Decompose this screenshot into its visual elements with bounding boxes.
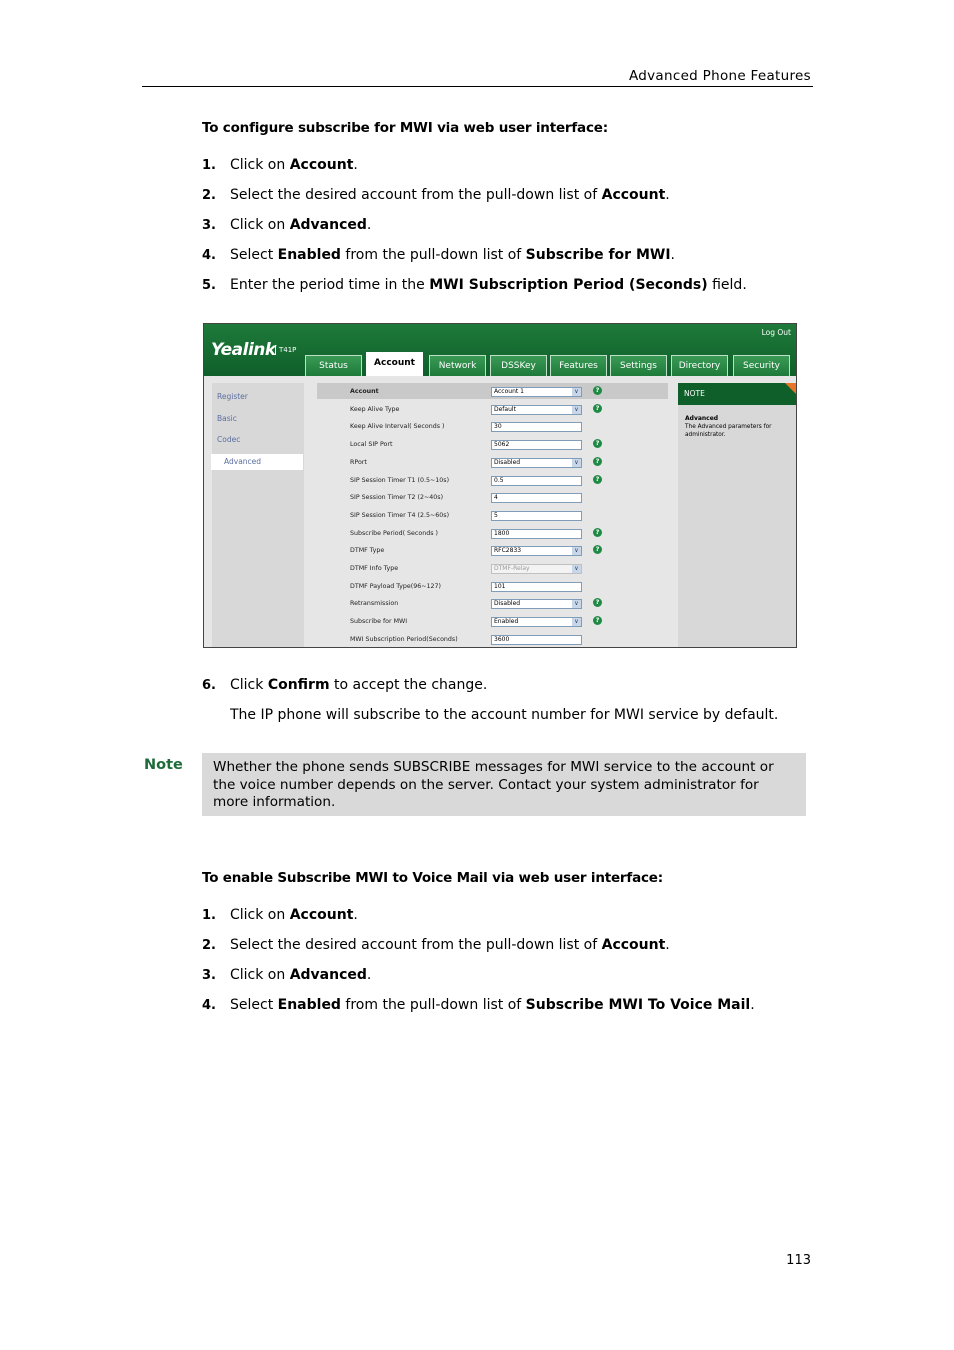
note-title: Advanced bbox=[685, 415, 719, 422]
field-value: 3600 bbox=[494, 635, 510, 643]
field-label: Keep Alive Interval( Seconds ) bbox=[350, 423, 445, 431]
field-value: DTMF-Relay bbox=[494, 565, 530, 572]
web-ui-screenshot bbox=[203, 323, 797, 648]
field-select[interactable] bbox=[491, 546, 582, 556]
help-icon[interactable]: ? bbox=[593, 598, 602, 607]
section1-step-3: 3. Click on Advanced. bbox=[202, 217, 372, 233]
header-rule bbox=[142, 86, 813, 87]
field-label: SIP Session Timer T4 (2.5~60s) bbox=[350, 511, 450, 519]
field-label: Retransmission bbox=[350, 600, 399, 608]
tab-account[interactable]: Account bbox=[366, 352, 423, 376]
model-label: T41P bbox=[275, 345, 296, 355]
help-icon[interactable]: ? bbox=[593, 386, 602, 395]
help-icon[interactable]: ? bbox=[593, 404, 602, 413]
section2-step-3: 3. Click on Advanced. bbox=[202, 967, 372, 983]
section1-step-6: 6. Click Confirm to accept the change. bbox=[202, 677, 488, 693]
field-value: Disabled bbox=[494, 458, 521, 466]
field-input[interactable] bbox=[491, 493, 582, 503]
help-icon[interactable]: ? bbox=[593, 616, 602, 625]
logout-link[interactable]: Log Out bbox=[761, 328, 791, 337]
section1-title: To configure subscribe for MWI via web user interface: bbox=[202, 120, 608, 136]
field-value: Default bbox=[494, 405, 516, 413]
chevron-down-icon: ∨ bbox=[572, 388, 581, 396]
field-value: 1800 bbox=[494, 529, 510, 537]
field-input[interactable] bbox=[491, 582, 582, 592]
section2-step-2: 2. Select the desired account from the pull-down list of Account. bbox=[202, 937, 670, 953]
tab-status[interactable]: Status bbox=[305, 355, 362, 376]
help-icon[interactable]: ? bbox=[593, 439, 602, 448]
field-label: Keep Alive Type bbox=[350, 405, 400, 413]
help-icon[interactable]: ? bbox=[593, 528, 602, 537]
field-input[interactable] bbox=[491, 476, 582, 486]
step6-explanation: The IP phone will subscribe to the account number for MWI service by default. bbox=[230, 707, 779, 723]
page-number: 113 bbox=[786, 1253, 811, 1268]
field-value: 0.5 bbox=[494, 476, 504, 484]
field-value: 5062 bbox=[494, 441, 510, 449]
chevron-down-icon: ∨ bbox=[572, 459, 581, 467]
section2-step-4: 4. Select Enabled from the pull-down list of Subscribe MWI To Voice Mail. bbox=[202, 997, 755, 1013]
field-label: RPort bbox=[350, 458, 367, 466]
field-label: MWI Subscription Period(Seconds) bbox=[350, 635, 458, 643]
field-select[interactable] bbox=[491, 405, 582, 415]
field-input[interactable] bbox=[491, 635, 582, 645]
chevron-down-icon: ∨ bbox=[572, 406, 581, 414]
sidebar-item-basic[interactable]: Basic bbox=[217, 414, 237, 423]
section1-step-1: 1. Click on Account. bbox=[202, 157, 358, 173]
help-icon[interactable]: ? bbox=[593, 475, 602, 484]
field-value: 5 bbox=[494, 511, 498, 519]
tab-settings[interactable]: Settings bbox=[610, 355, 667, 376]
field-input[interactable] bbox=[491, 422, 582, 432]
tab-dsskey[interactable]: DSSKey bbox=[490, 355, 547, 376]
note-body: The Advanced parameters for administrator. bbox=[685, 424, 772, 438]
chevron-down-icon: ∨ bbox=[572, 618, 581, 626]
field-select[interactable] bbox=[491, 599, 582, 609]
help-icon[interactable]: ? bbox=[593, 457, 602, 466]
field-select[interactable] bbox=[491, 387, 582, 397]
field-label: DTMF Type bbox=[350, 547, 385, 555]
section1-step-5: 5. Enter the period time in the MWI Subscription Period (Seconds) field. bbox=[202, 277, 747, 293]
field-select[interactable] bbox=[491, 617, 582, 627]
section1-step-4: 4. Select Enabled from the pull-down list of Subscribe for MWI. bbox=[202, 247, 675, 263]
note-corner-flag bbox=[785, 383, 796, 394]
field-input[interactable] bbox=[491, 440, 582, 450]
field-label: DTMF Payload Type(96~127) bbox=[350, 582, 441, 590]
field-label: Subscribe for MWI bbox=[350, 618, 408, 626]
field-label: Account bbox=[350, 388, 379, 395]
field-value: 101 bbox=[494, 582, 506, 590]
field-label: Local SIP Port bbox=[350, 441, 393, 449]
sidebar-item-codec[interactable]: Codec bbox=[217, 435, 241, 444]
chevron-down-icon: ∨ bbox=[572, 547, 581, 555]
note-panel bbox=[678, 383, 796, 647]
field-select[interactable] bbox=[491, 458, 582, 468]
tab-directory[interactable]: Directory bbox=[671, 355, 728, 376]
sidebar-item-advanced[interactable]: Advanced bbox=[224, 457, 262, 466]
field-value: 4 bbox=[494, 494, 498, 502]
sidebar-item-register[interactable]: Register bbox=[217, 392, 248, 401]
note-label: Note bbox=[144, 757, 183, 773]
note-header: NOTE bbox=[678, 383, 796, 405]
field-select bbox=[491, 564, 582, 574]
chevron-down-icon: ∨ bbox=[572, 565, 581, 573]
field-value: Account 1 bbox=[494, 388, 524, 395]
help-icon[interactable]: ? bbox=[593, 545, 602, 554]
field-label: Subscribe Period( Seconds ) bbox=[350, 529, 438, 537]
field-value: Disabled bbox=[494, 600, 521, 608]
field-value: Enabled bbox=[494, 618, 519, 626]
field-input[interactable] bbox=[491, 511, 582, 521]
field-input[interactable] bbox=[491, 529, 582, 539]
chevron-down-icon: ∨ bbox=[572, 600, 581, 608]
running-header: Advanced Phone Features bbox=[628, 68, 811, 84]
field-label: SIP Session Timer T1 (0.5~10s) bbox=[350, 476, 450, 484]
field-value: RFC2833 bbox=[494, 547, 522, 555]
section2-step-1: 1. Click on Account. bbox=[202, 907, 358, 923]
yealink-logo: Yealink bbox=[211, 340, 276, 360]
field-value: 30 bbox=[494, 423, 502, 431]
tab-features[interactable]: Features bbox=[550, 355, 607, 376]
section2-title: To enable Subscribe MWI to Voice Mail via web user interface: bbox=[202, 870, 663, 886]
section1-step-2: 2. Select the desired account from the pull-down list of Account. bbox=[202, 187, 670, 203]
field-label: DTMF Info Type bbox=[350, 565, 399, 572]
tab-security[interactable]: Security bbox=[733, 355, 790, 376]
tab-network[interactable]: Network bbox=[429, 355, 486, 376]
field-label: SIP Session Timer T2 (2~40s) bbox=[350, 494, 444, 502]
note-box: Whether the phone sends SUBSCRIBE messages for MWI service to the account or the voice number depends on the server. Contact your system administrator for more information. bbox=[202, 753, 806, 816]
